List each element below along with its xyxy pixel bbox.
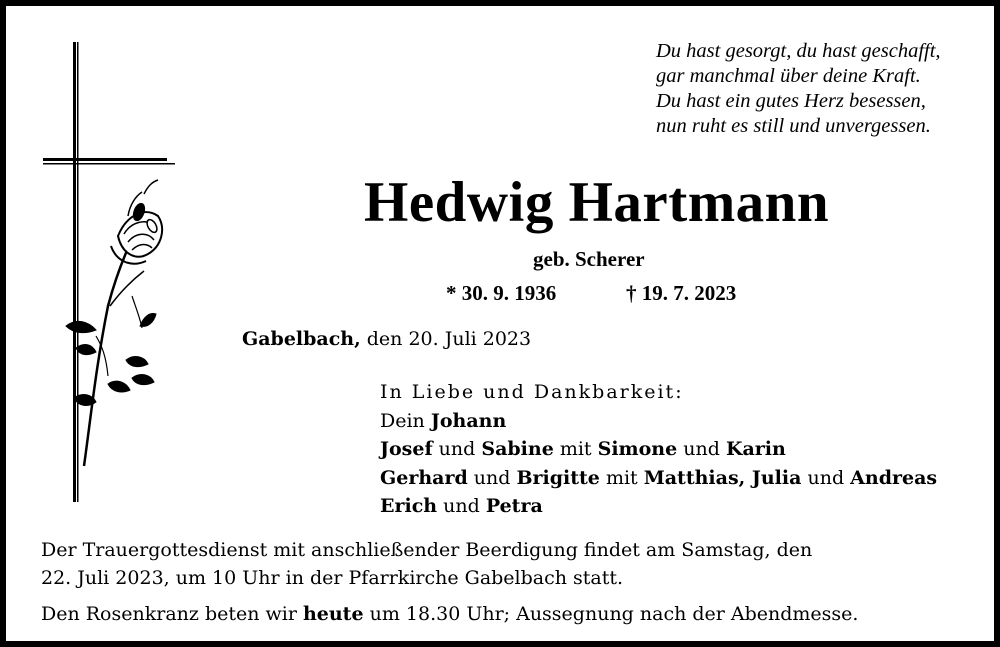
birth-date: * 30. 9. 1936 <box>446 281 557 305</box>
poem-line: Du hast ein gutes Herz besessen, <box>656 90 926 112</box>
notice-date: den 20. Juli 2023 <box>360 328 532 350</box>
family-member: Josef <box>380 438 433 460</box>
family-member: Simone <box>597 438 678 460</box>
deceased-name: Hedwig Hartmann <box>364 171 830 234</box>
notice-line: Der Trauergottesdienst mit anschließender Beerdigung findet am Samstag, den <box>41 539 813 561</box>
poem-line: nun ruht es still und unvergessen. <box>656 115 931 137</box>
family-member: Matthias, Julia <box>643 466 802 489</box>
family-text: und <box>432 438 482 460</box>
family-list <box>380 378 937 521</box>
family-line <box>380 492 937 521</box>
family-member: Erich <box>380 495 438 517</box>
family-member: Andreas <box>850 466 938 489</box>
notice-text: Den Rosenkranz beten wir <box>41 603 303 625</box>
notice-emphasis: heute <box>302 603 364 625</box>
poem-line: gar manchmal über deine Kraft. <box>656 65 921 87</box>
service-notice <box>41 536 971 628</box>
family-text: mit <box>599 466 644 489</box>
family-member: Petra <box>485 495 543 517</box>
family-line <box>380 464 937 493</box>
family-intro: In Liebe und Dankbarkeit: <box>380 381 684 403</box>
family-text: und <box>677 438 726 460</box>
cross-icon <box>43 42 175 502</box>
poem <box>656 39 976 139</box>
family-member: Sabine <box>481 438 554 460</box>
family-line <box>380 407 937 436</box>
place-name: Gabelbach, <box>242 328 361 350</box>
notice-line <box>41 600 971 628</box>
maiden-name: geb. Scherer <box>533 247 645 271</box>
place-and-date <box>242 328 531 350</box>
notice-line: 22. Juli 2023, um 10 Uhr in der Pfarrkirche Gabelbach statt. <box>41 567 624 589</box>
notice-text: um 18.30 Uhr; Aussegnung nach der Abendmesse. <box>363 603 859 625</box>
family-member: Johann <box>430 409 507 432</box>
cross-with-rose-icon <box>36 36 186 516</box>
family-text: und <box>801 466 851 489</box>
family-text: mit <box>553 438 598 460</box>
death-date: † 19. 7. 2023 <box>626 281 737 305</box>
family-member: Brigitte <box>516 466 600 489</box>
rose-icon <box>66 180 162 466</box>
poem-line: Du hast gesorgt, du hast geschafft, <box>656 40 941 62</box>
family-member: Karin <box>725 438 786 460</box>
family-text: und <box>467 466 517 489</box>
family-text: Dein <box>380 409 431 432</box>
family-line <box>380 435 937 464</box>
family-text: und <box>437 495 486 517</box>
family-member: Gerhard <box>380 466 468 489</box>
